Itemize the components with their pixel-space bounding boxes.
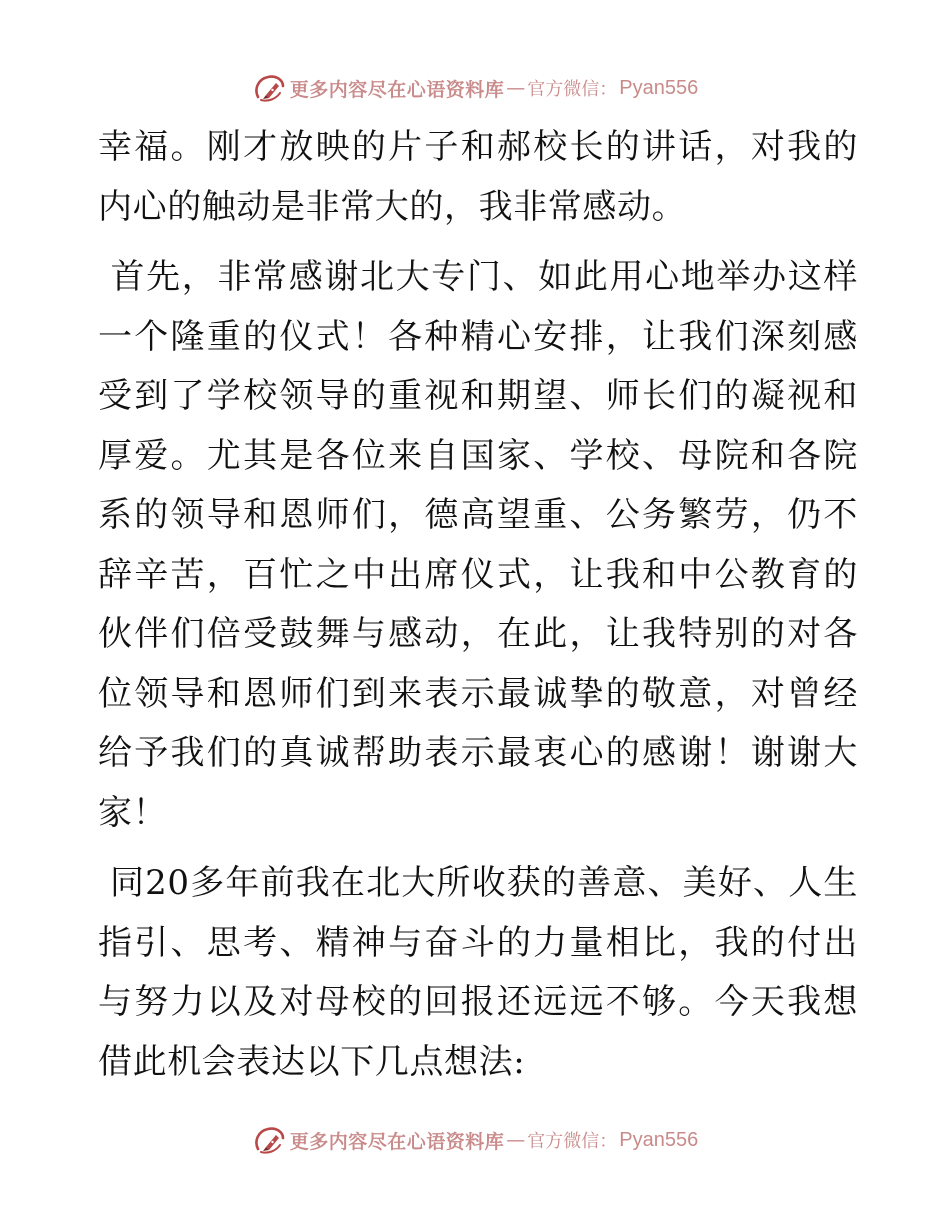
paragraph-2: 首先，非常感谢北大专门、如此用心地举办这样一个隆重的仪式！各种精心安排，让我们深刻感受到了学校领导的重视和期望、师长们的凝视和厚爱。尤其是各位来自国家、学校、母院和各院系的领导和恩师们，德高望重、公务繁劳，仍不辞辛苦，百忙之中出席仪式，让我和中公教育的伙伴们倍受鼓舞与感动，在此，让我特别的对各位领导和恩师们到来表示最诚挚的敬意，对曾经给予我们的真诚帮助表示最衷心的感谢！谢谢大家！ (98, 257, 858, 833)
footer-banner (0, 1120, 950, 1160)
paragraph-1: 幸福。刚才放映的片子和郝校长的讲话，对我的内心的触动是非常大的，我非常感动。 (98, 127, 858, 227)
header-banner (0, 68, 950, 108)
footer-wechat-id: Pyan556 (619, 1128, 699, 1151)
paragraph-3: 同20多年前我在北大所收获的善意、美好、人生指引、思考、精神与奋斗的力量相比，我的付出与努力以及对母校的回报还远远不够。今天我想借此机会表达以下几点想法: (98, 863, 858, 1082)
header-banner-text: 更多内容尽在心语资料库 (289, 78, 505, 101)
header-banner-separator: — (506, 77, 526, 99)
header-wechat-label: 官方微信： (527, 79, 618, 100)
header-wechat-id: Pyan556 (619, 76, 699, 99)
pen-nib-logo-icon (252, 1123, 286, 1157)
document-body (98, 118, 858, 1092)
footer-banner-text: 更多内容尽在心语资料库 (289, 1130, 505, 1153)
pen-nib-logo-icon (252, 71, 286, 105)
footer-wechat-label: 官方微信： (527, 1131, 618, 1152)
footer-banner-separator: — (506, 1129, 526, 1151)
